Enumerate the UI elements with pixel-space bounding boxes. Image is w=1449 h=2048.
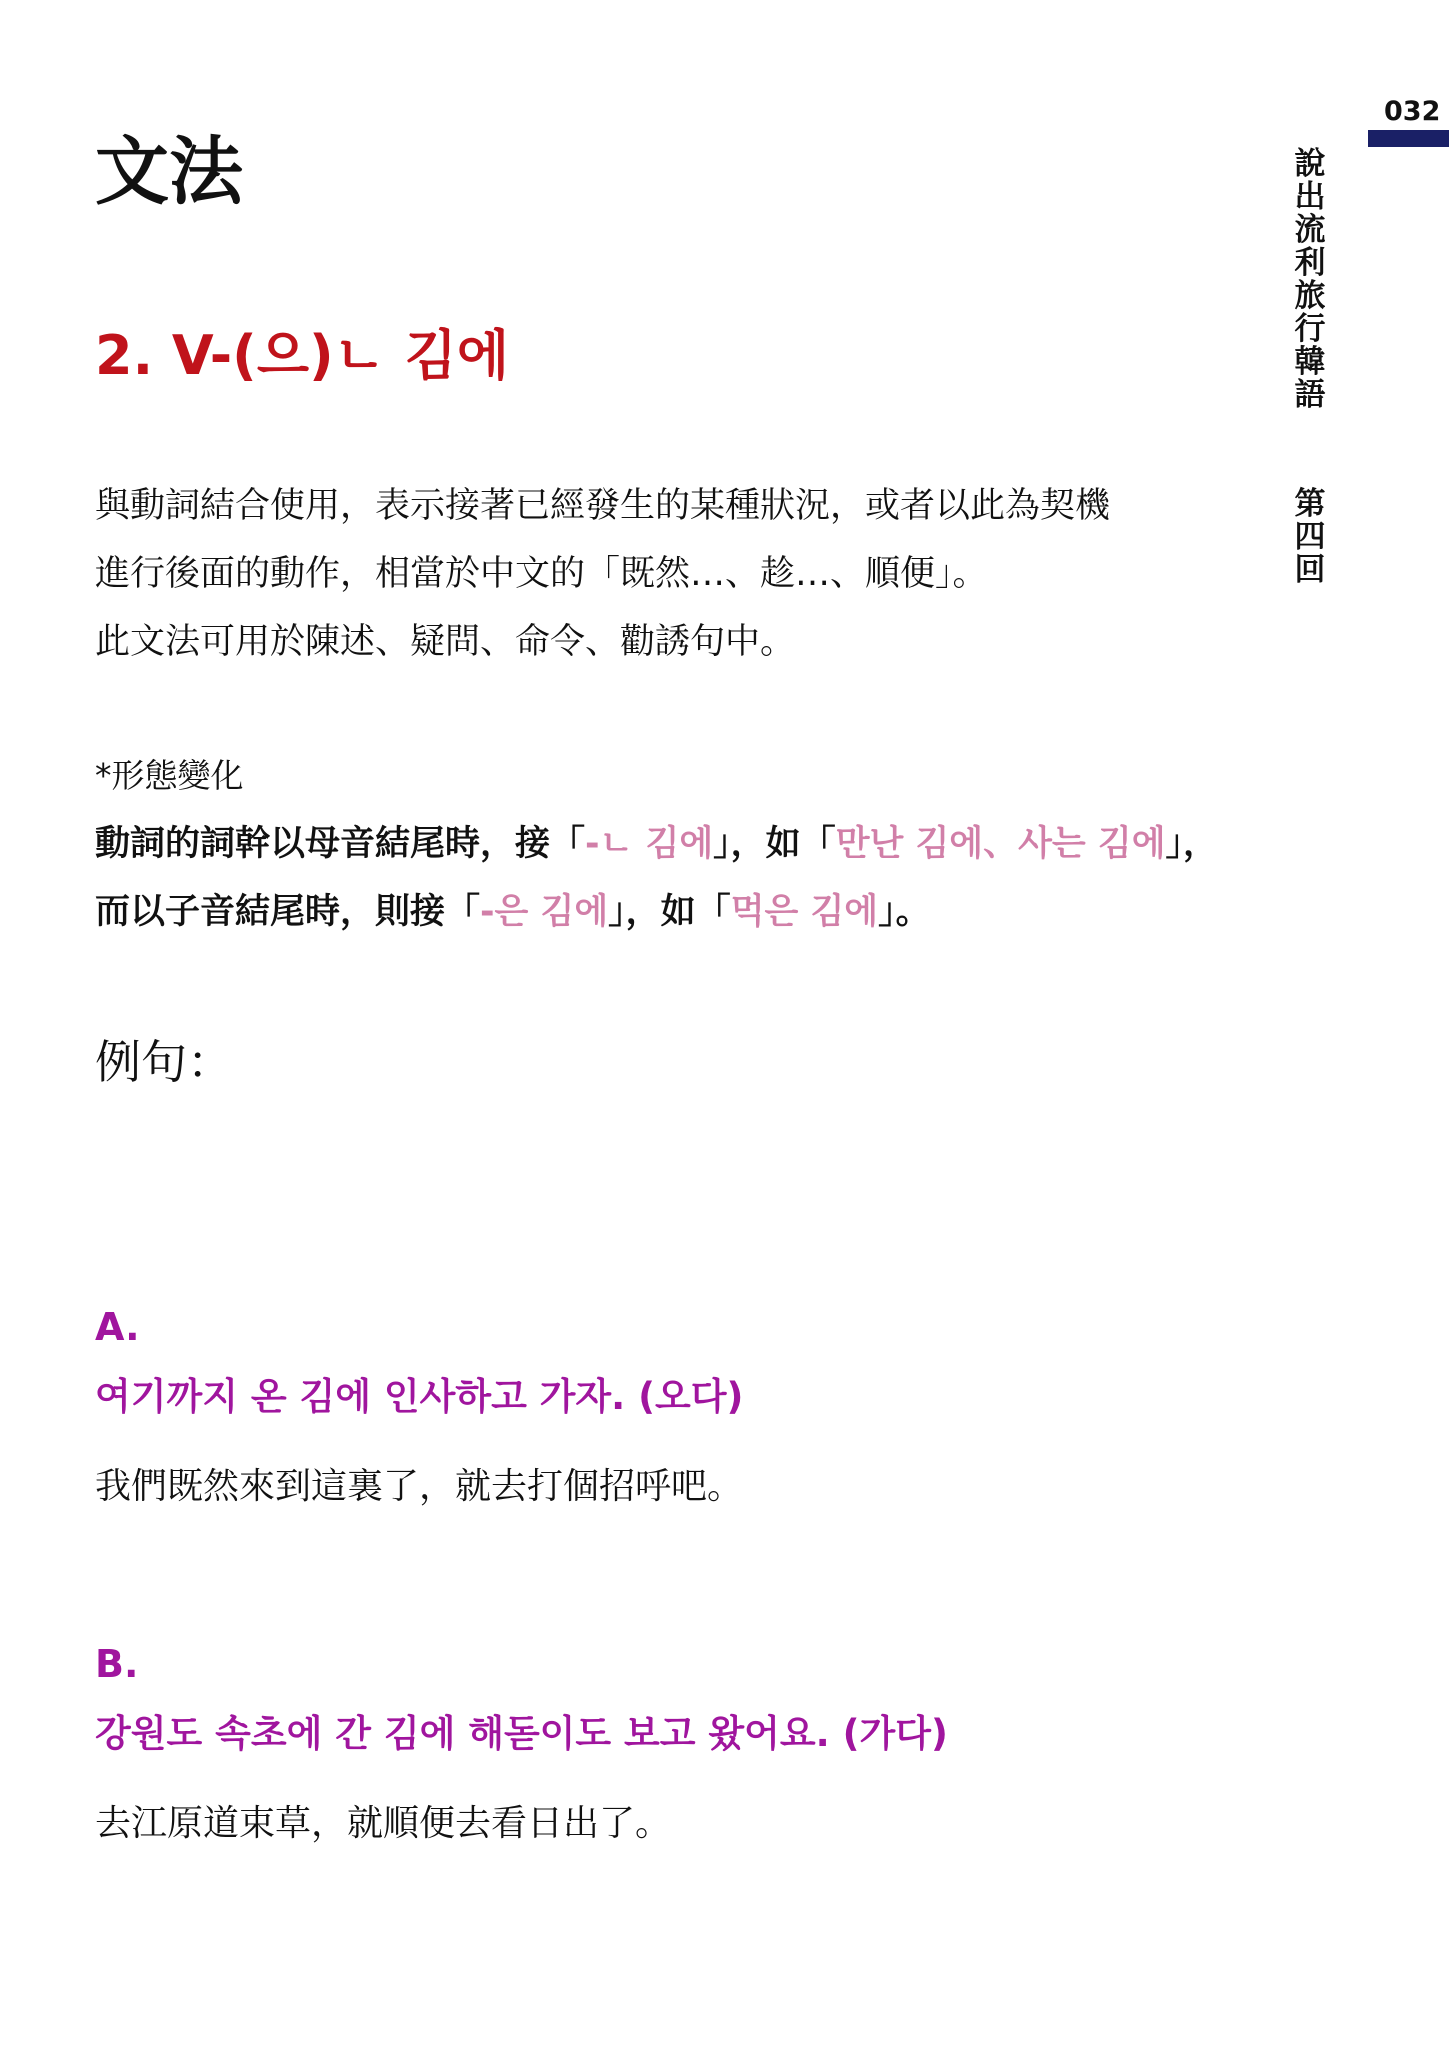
grammar-title: 2. V-(으)ㄴ 김에 (95, 324, 509, 387)
side-running-title (1290, 148, 1330, 587)
form-text: 」。 (878, 892, 931, 932)
explanation-line: 此文法可用於陳述、疑問、命令、勸誘句中。 (95, 622, 796, 662)
form-highlight: -은 김에 (480, 892, 609, 932)
book-title: 說出流利旅行韓語 (1294, 146, 1326, 413)
form-text: 」，如「 (713, 824, 836, 864)
form-highlight: 먹은 김에 (730, 892, 879, 932)
page-number: 032 (1384, 96, 1441, 127)
page-number-bar (1368, 130, 1449, 147)
form-changes-body (95, 810, 1245, 946)
form-highlight: -ㄴ 김에 (585, 824, 714, 864)
example-a (95, 1297, 1245, 1517)
form-highlight: 만난 김에、사는 김에 (835, 824, 1166, 864)
examples-label: 例句： (95, 1035, 233, 1089)
form-changes (95, 742, 1245, 946)
example-korean-sentence: 강원도 속초에 간 김에 해돋이도 보고 왔어요. (가다) (95, 1712, 948, 1755)
page-content (95, 122, 1245, 1844)
example-letter: A. (95, 1305, 140, 1349)
form-text: 」，而以子音結尾時，則接「 (95, 824, 1219, 932)
example-letter: B. (95, 1642, 139, 1686)
form-text: 動詞的詞幹以母音結尾時，接「 (95, 824, 586, 864)
explanation-line: 進行後面的動作，相當於中文的「既然…、趁…、順便」。 (95, 554, 988, 594)
example-b (95, 1634, 1245, 1854)
example-translation: 去江原道束草，就順便去看日出了。 (95, 1803, 672, 1844)
form-changes-heading: *形態變化 (95, 756, 244, 795)
section-heading: 文法 (95, 129, 243, 215)
example-translation: 我們既然來到這裏了，就去打個招呼吧。 (95, 1466, 744, 1507)
lesson-label: 第四回 (1294, 486, 1326, 588)
explanation-line: 與動詞結合使用，表示接著已經發生的某種狀況，或者以此為契機 (95, 486, 1111, 526)
form-text: 」，如「 (608, 892, 731, 932)
example-korean-sentence: 여기까지 온 김에 인사하고 가자. (오다) (95, 1375, 744, 1418)
grammar-explanation (95, 472, 1245, 676)
